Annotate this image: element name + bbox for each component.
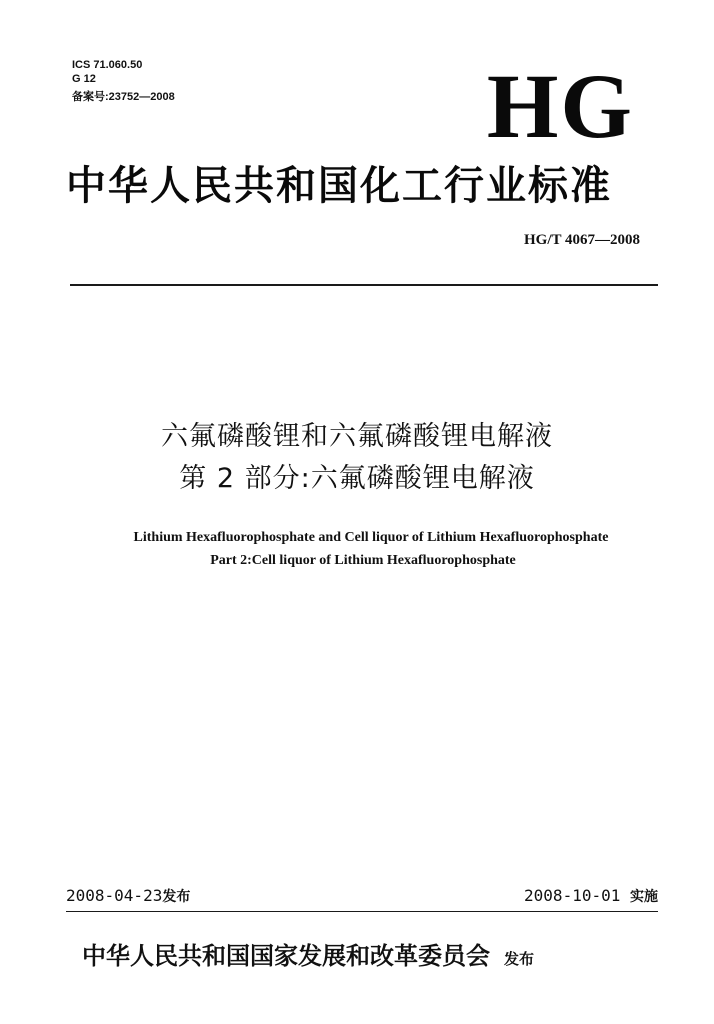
title-english-line-1: Lithium Hexafluorophosphate and Cell liquor of Lithium Hexafluorophosphate <box>133 530 609 545</box>
g-code: G 12 <box>72 73 96 85</box>
standard-code: HG/T 4067—2008 <box>524 232 640 248</box>
title-chinese-line-2: 第 2 部分:六氟磷酸锂电解液 <box>179 463 535 494</box>
ics-code: ICS 71.060.50 <box>72 59 143 71</box>
header-divider <box>70 284 658 286</box>
hg-logo: HG <box>486 55 634 157</box>
standard-header: 中华人民共和国化工行业标准 <box>66 163 612 209</box>
issue-date-label: 发布 <box>162 889 191 905</box>
issuer-action: 发布 <box>504 950 535 968</box>
implementation-date-value: 2008-10-01 <box>524 886 621 905</box>
title-english-line-2: Part 2:Cell liquor of Lithium Hexafluorophosphate <box>210 553 516 568</box>
issuer-name: 中华人民共和国国家发展和改革委员会 <box>82 942 490 970</box>
issue-date <box>66 885 190 908</box>
implementation-date <box>524 885 658 908</box>
footer-divider <box>66 911 658 912</box>
record-number: 备案号:23752—2008 <box>72 91 175 103</box>
title-chinese-line-1: 六氟磷酸锂和六氟磷酸锂电解液 <box>161 421 553 452</box>
issuing-organization <box>82 940 534 975</box>
implementation-date-label: 实施 <box>630 889 658 905</box>
issue-date-value: 2008-04-23 <box>66 886 163 905</box>
